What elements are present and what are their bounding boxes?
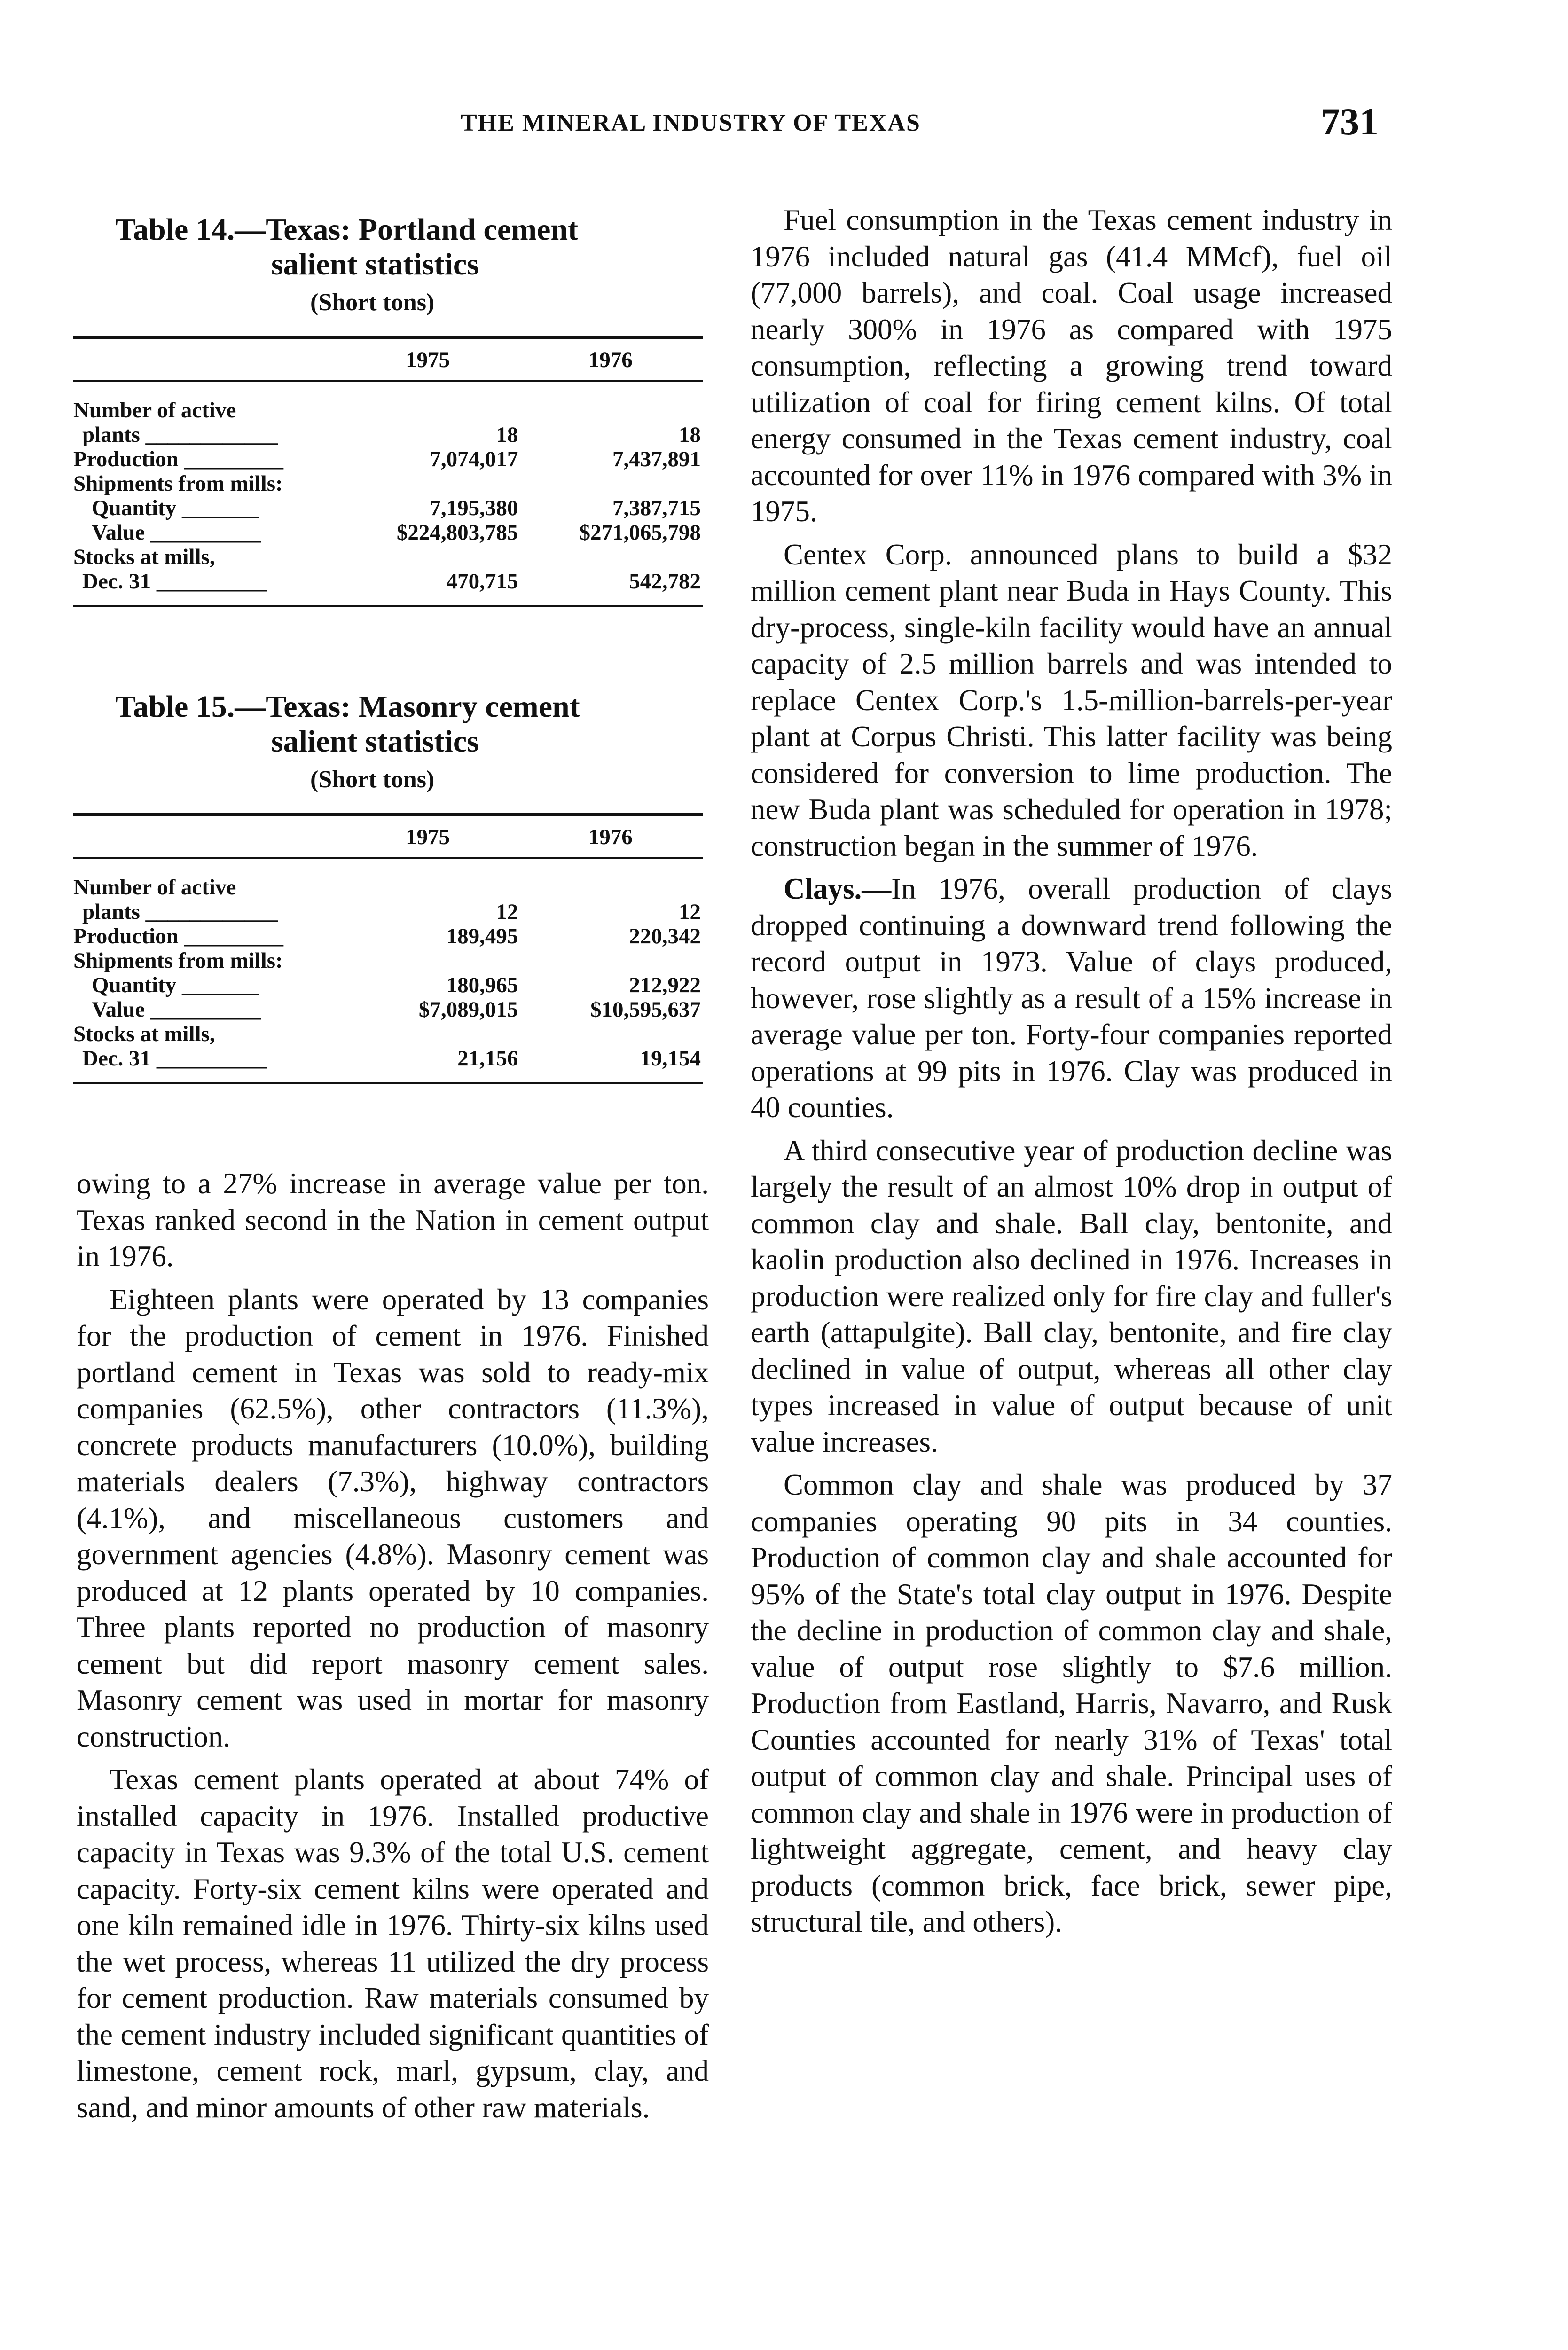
cell-1976: 220,342 <box>629 924 701 948</box>
table-14-title-line1: Table 14.—Texas: Portland cement <box>115 212 579 247</box>
cell-1975 <box>337 1022 520 1046</box>
table-row <box>73 471 703 496</box>
table-row <box>73 1046 703 1082</box>
cell-1976: 18 <box>679 423 701 447</box>
cell-1975 <box>337 471 520 496</box>
table-row <box>73 423 703 447</box>
table-15-col-1975: 1975 <box>337 816 520 858</box>
row-label: Quantity _______ <box>92 496 259 520</box>
cell-1975: 21,156 <box>457 1046 518 1071</box>
table-15-title-line1: Table 15.—Texas: Masonry cement <box>115 689 580 724</box>
table-14-unit: (Short tons) <box>310 289 435 316</box>
table-row <box>73 496 703 520</box>
table-14-top-rule <box>73 336 703 339</box>
paragraph: Fuel consumption in the Texas cement industry in 1976 included natural gas (41.4 MMcf), fuel oil (77,000 barrels), and coal. Coal usage increased nearly 300% in 1976 as compared with 1975 consumption, reflecting a growing trend toward utilization of coal for firing cement kilns. Of total energy consumed in the Texas cement industry, coal accounted for over 11% in 1976 compared with 3% in 1975. <box>751 204 1392 528</box>
row-label: Quantity _______ <box>92 973 259 997</box>
paragraph: Texas cement plants operated at about 74% of installed capacity in 1976. Installed productive capacity in Texas was 9.3% of the total U.S. cement capacity. Forty-six cement kilns were operated and one kiln remained idle in 1976. Thirty-six kilns used the wet process, whereas 11 utilized the dry process for cement production. Raw materials consumed by the cement industry included significant quantities of limestone, cement rock, marl, gypsum, clay, and sand, and minor amounts of other raw materials. <box>77 1763 709 2124</box>
table-15-grid <box>73 816 703 1082</box>
row-label: Shipments from mills: <box>73 471 283 496</box>
row-label: Stocks at mills, <box>73 1022 215 1046</box>
cell-1975: 12 <box>496 900 518 924</box>
row-label: plants ____________ <box>82 423 278 447</box>
cell-1976: 7,437,891 <box>612 447 701 471</box>
table-15-bottom-rule <box>73 1082 703 1084</box>
cell-1975: 18 <box>496 423 518 447</box>
cell-1975: 189,495 <box>446 924 518 948</box>
cell-1976 <box>520 381 703 423</box>
paragraph: Centex Corp. announced plans to build a $32 million cement plant near Buda in Hays County. This dry-process, single-kiln facility would have an annual capacity of 2.5 million barrels and was intended to replace Centex Corp.'s 1.5-million-barrels-per-year plant at Corpus Christi. This latter facility was being considered for conversion to lime production. The new Buda plant was scheduled for operation in 1978; construction began in the summer of 1976. <box>751 538 1392 862</box>
paragraph-body: —In 1976, overall production of clays dropped continuing a downward trend following the record output in 1973. Value of clays produced, however, rose slightly as a result of a 15% increase in average value per ton. Forty-four companies reported operations at 99 pits in 1976. Clay was produced in 40 counties. <box>751 872 1392 1124</box>
cell-1976 <box>520 948 703 973</box>
cell-1976: 542,782 <box>629 569 701 594</box>
table-14-col-1976: 1976 <box>520 339 703 381</box>
table-14-title <box>73 212 703 282</box>
paragraph: Common clay and shale was produced by 37 companies operating 90 pits in 34 counties. Production of common clay and shale accounted for 95% of the State's total clay output in 1976. Despite the decline in production of common clay and shale, value of output rose slightly to $7.6 million. Production from Eastland, Harris, Navarro, and Rusk Counties accounted for nearly 31% of Texas' total output of common clay and shale. Principal uses of common clay and shale in 1976 were in production of lightweight aggregate, cement, and heavy clay products (common brick, face brick, sewer pipe, structural tile, and others). <box>751 1468 1392 1938</box>
table-15 <box>73 689 703 1084</box>
table-14 <box>73 212 703 607</box>
cell-1975 <box>337 545 520 569</box>
table-row <box>73 997 703 1022</box>
table-row <box>73 973 703 997</box>
cell-1976 <box>520 1022 703 1046</box>
row-label: Dec. 31 __________ <box>82 569 267 594</box>
row-label: plants ____________ <box>82 900 278 924</box>
table-15-col-1976: 1976 <box>520 816 703 858</box>
table-row <box>73 858 703 900</box>
section-heading-clays: Clays. <box>784 872 862 905</box>
cell-1976: $10,595,637 <box>590 997 701 1022</box>
row-label: Number of active <box>73 398 236 423</box>
cell-1975: 180,965 <box>446 973 518 997</box>
cell-1976: 7,387,715 <box>612 496 701 520</box>
paragraph: Eighteen plants were operated by 13 companies for the production of cement in 1976. Finished portland cement in Texas was sold to ready-mix companies (62.5%), other contractors (11.3%), concrete products manufacturers (10.0%), building materials dealers (7.3%), highway contractors (4.1%), and miscellaneous customers and government agencies (4.8%). Masonry cement was produced at 12 plants operated by 10 companies. Three plants reported no production of masonry cement but did report masonry cement sales. Masonry cement was used in mortar for masonry construction. <box>77 1283 709 1753</box>
table-14-grid <box>73 339 703 605</box>
table-row <box>73 924 703 948</box>
cell-1975: 7,195,380 <box>430 496 518 520</box>
table-15-title-line2: salient statistics <box>271 724 479 759</box>
cell-1975: $224,803,785 <box>396 520 518 545</box>
table-15-title <box>73 689 703 759</box>
table-14-col-1975: 1975 <box>337 339 520 381</box>
row-label: Number of active <box>73 875 236 900</box>
cell-1976 <box>520 471 703 496</box>
row-label: Value __________ <box>92 520 261 545</box>
cell-1976: 19,154 <box>640 1046 701 1071</box>
cell-1976 <box>520 545 703 569</box>
table-row <box>73 900 703 924</box>
table-15-top-rule <box>73 813 703 816</box>
table-15-unit: (Short tons) <box>310 766 435 793</box>
table-15-header-row <box>73 816 703 858</box>
cell-1976: 212,922 <box>629 973 701 997</box>
row-label: Dec. 31 __________ <box>82 1046 267 1071</box>
table-14-header-row <box>73 339 703 381</box>
table-14-bottom-rule <box>73 605 703 607</box>
cell-1976: 12 <box>679 900 701 924</box>
cell-1976: $271,065,798 <box>579 520 701 545</box>
table-14-title-line2: salient statistics <box>271 247 479 282</box>
table-row <box>73 569 703 605</box>
row-label: Stocks at mills, <box>73 545 215 569</box>
row-label: Shipments from mills: <box>73 948 283 973</box>
cell-1975: 7,074,017 <box>430 447 518 471</box>
cell-1976 <box>520 858 703 900</box>
right-column-text <box>751 202 1392 1947</box>
table-14-stub-header <box>73 339 337 381</box>
cell-1975: $7,089,015 <box>418 997 518 1022</box>
cell-1975 <box>337 858 520 900</box>
row-label: Production _________ <box>73 447 283 471</box>
row-label: Production _________ <box>73 924 283 948</box>
paragraph: owing to a 27% increase in average value per ton. Texas ranked second in the Nation in cement output in 1976. <box>77 1167 709 1273</box>
paragraph: A third consecutive year of production decline was largely the result of an almost 10% drop in output of common clay and shale. Ball clay, bentonite, and kaolin production also declined in 1976. Increases in production were realized only for fire clay and fuller's earth (attapulgite). Ball clay, bentonite, and fire clay declined in value of output, whereas all other clay types increased in value of output because of unit value increases. <box>751 1134 1392 1458</box>
cell-1975: 470,715 <box>446 569 518 594</box>
cell-1975 <box>337 381 520 423</box>
table-row <box>73 520 703 545</box>
running-title: THE MINERAL INDUSTRY OF TEXAS <box>461 110 921 136</box>
cell-1975 <box>337 948 520 973</box>
left-column-text <box>77 1166 709 2132</box>
table-row <box>73 381 703 423</box>
paragraph-clays <box>751 871 1392 1126</box>
table-row <box>73 447 703 471</box>
table-15-stub-header <box>73 816 337 858</box>
row-label: Value __________ <box>92 997 261 1022</box>
table-row <box>73 948 703 973</box>
table-row <box>73 1022 703 1046</box>
table-row <box>73 545 703 569</box>
page-number: 731 <box>1321 100 1379 143</box>
